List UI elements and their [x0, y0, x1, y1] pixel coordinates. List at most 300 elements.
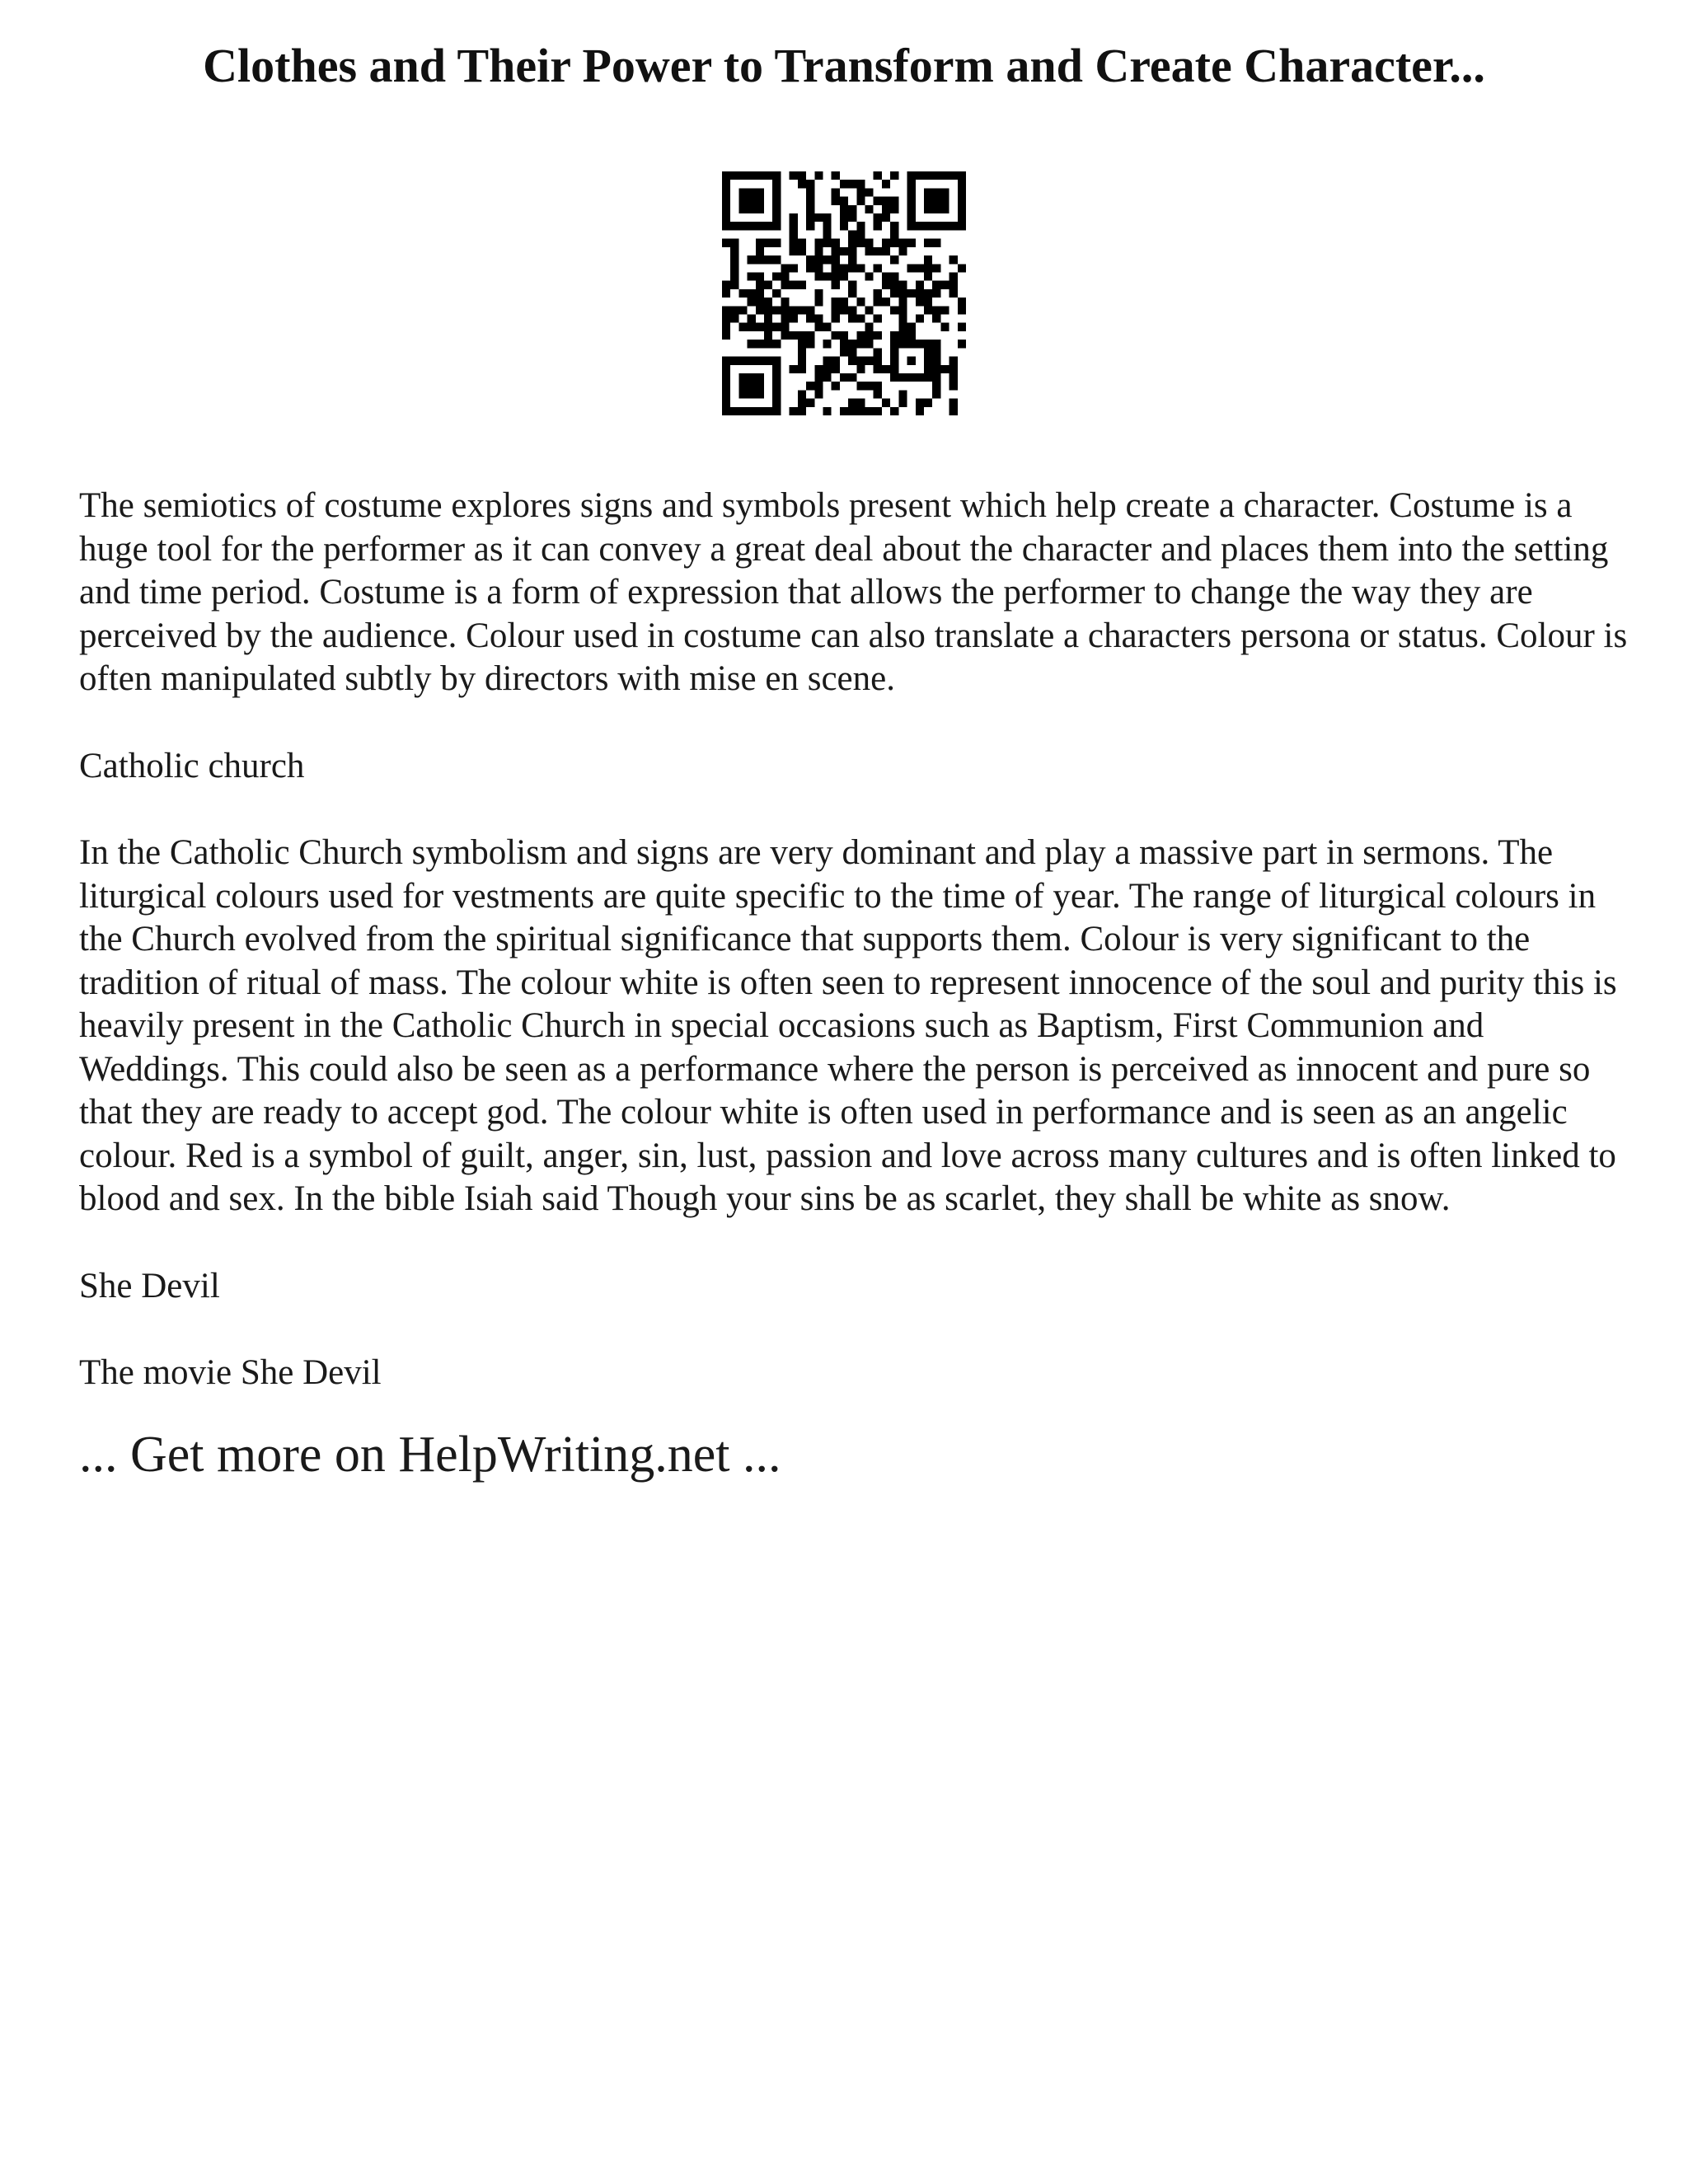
qr-module: [748, 272, 756, 280]
paragraph-spacer: [79, 788, 1629, 832]
qr-module: [738, 188, 747, 196]
qr-module: [738, 390, 747, 398]
qr-module: [940, 222, 949, 230]
qr-module: [722, 365, 730, 373]
qr-module: [890, 197, 898, 205]
qr-module: [798, 365, 806, 373]
qr-module: [924, 365, 932, 373]
qr-module: [856, 315, 865, 323]
qr-module: [907, 264, 916, 272]
paragraph-spacer: [79, 1221, 1629, 1265]
qr-module: [781, 298, 789, 306]
qr-module: [840, 205, 848, 213]
qr-module: [907, 323, 916, 331]
qr-module: [865, 205, 874, 213]
qr-module: [924, 289, 932, 298]
qr-module: [950, 399, 958, 407]
qr-module: [865, 247, 874, 255]
qr-module: [874, 222, 882, 230]
qr-module: [840, 340, 848, 348]
qr-module: [874, 289, 882, 298]
qr-module: [848, 348, 856, 356]
qr-module: [772, 213, 781, 222]
qr-module: [823, 222, 831, 230]
qr-module: [882, 399, 890, 407]
qr-module: [756, 281, 764, 289]
qr-module: [772, 340, 781, 348]
qr-module: [772, 399, 781, 407]
qr-module: [798, 390, 806, 398]
qr-module: [924, 298, 932, 306]
qr-module: [764, 222, 772, 230]
qr-module: [748, 171, 756, 180]
qr-module: [840, 272, 848, 280]
qr-module: [865, 407, 874, 415]
qr-module: [722, 357, 730, 365]
qr-module: [932, 289, 940, 298]
qr-module: [814, 171, 823, 180]
qr-module: [848, 247, 856, 255]
qr-module: [806, 331, 814, 340]
qr-module: [874, 171, 882, 180]
qr-module: [856, 357, 865, 365]
qr-module: [840, 306, 848, 314]
qr-module: [806, 315, 814, 323]
qr-module: [890, 340, 898, 348]
qr-module: [890, 289, 898, 298]
qr-module: [832, 272, 840, 280]
qr-module: [932, 357, 940, 365]
qr-module: [898, 340, 907, 348]
qr-module: [814, 365, 823, 373]
qr-module: [848, 180, 856, 188]
qr-module: [748, 205, 756, 213]
qr-module: [950, 365, 958, 373]
qr-module: [890, 331, 898, 340]
qr-module: [814, 382, 823, 390]
qr-module: [814, 390, 823, 398]
qr-module: [806, 180, 814, 188]
qr-module: [916, 289, 924, 298]
qr-module: [806, 255, 814, 264]
qr-module: [814, 289, 823, 298]
qr-module: [730, 407, 738, 415]
qr-module: [907, 331, 916, 340]
qr-module: [738, 407, 747, 415]
qr-module: [722, 323, 730, 331]
qr-module: [932, 205, 940, 213]
qr-module: [848, 306, 856, 314]
qr-module: [916, 171, 924, 180]
qr-module: [890, 407, 898, 415]
qr-module: [772, 222, 781, 230]
qr-module: [848, 239, 856, 247]
qr-module: [907, 205, 916, 213]
paragraph-spacer: [79, 701, 1629, 745]
qr-module: [932, 264, 940, 272]
qr-module: [940, 365, 949, 373]
qr-module: [730, 281, 738, 289]
qr-module: [823, 230, 831, 238]
qr-module: [950, 222, 958, 230]
qr-module: [882, 247, 890, 255]
qr-module: [890, 239, 898, 247]
qr-module: [832, 188, 840, 196]
qr-module: [832, 255, 840, 264]
qr-module: [950, 289, 958, 298]
qr-module: [814, 298, 823, 306]
qr-module: [950, 281, 958, 289]
qr-module: [890, 281, 898, 289]
qr-module: [856, 180, 865, 188]
qr-module: [730, 171, 738, 180]
qr-module: [856, 382, 865, 390]
qr-module: [772, 180, 781, 188]
qr-module: [772, 171, 781, 180]
qr-module: [940, 205, 949, 213]
qr-module: [932, 188, 940, 196]
qr-module: [898, 331, 907, 340]
qr-module: [840, 407, 848, 415]
qr-module: [848, 407, 856, 415]
qr-module: [772, 197, 781, 205]
qr-module: [958, 298, 966, 306]
qr-module: [764, 298, 772, 306]
qr-module: [890, 230, 898, 238]
qr-module: [790, 365, 798, 373]
qr-module: [756, 272, 764, 280]
section-heading-she-devil: She Devil: [79, 1266, 220, 1305]
qr-module: [722, 390, 730, 398]
qr-module: [940, 281, 949, 289]
qr-module: [882, 281, 890, 289]
qr-module: [856, 230, 865, 238]
qr-module: [738, 382, 747, 390]
qr-module: [756, 255, 764, 264]
qr-module: [748, 255, 756, 264]
qr-module: [722, 239, 730, 247]
qr-module: [848, 289, 856, 298]
qr-module: [764, 171, 772, 180]
qr-module: [916, 399, 924, 407]
qr-module: [932, 222, 940, 230]
qr-module: [730, 306, 738, 314]
qr-module: [748, 390, 756, 398]
qr-module: [840, 213, 848, 222]
qr-module: [722, 373, 730, 382]
qr-module: [722, 382, 730, 390]
qr-module: [772, 289, 781, 298]
qr-module: [738, 323, 747, 331]
qr-module: [756, 407, 764, 415]
qr-module: [772, 373, 781, 382]
qr-module: [806, 197, 814, 205]
qr-module: [890, 255, 898, 264]
qr-module: [823, 239, 831, 247]
qr-module: [806, 264, 814, 272]
qr-module: [856, 399, 865, 407]
qr-module: [832, 197, 840, 205]
qr-module: [764, 323, 772, 331]
qr-module: [924, 340, 932, 348]
qr-module: [924, 399, 932, 407]
qr-module: [730, 247, 738, 255]
qr-module: [856, 407, 865, 415]
qr-module: [856, 298, 865, 306]
qr-module: [916, 264, 924, 272]
qr-module: [722, 407, 730, 415]
qr-module: [890, 171, 898, 180]
qr-module: [932, 373, 940, 382]
qr-module: [738, 222, 747, 230]
qr-module: [865, 306, 874, 314]
qr-module: [832, 382, 840, 390]
qr-module: [730, 255, 738, 264]
qr-module: [764, 331, 772, 340]
catholic-church-paragraph: In the Catholic Church symbolism and signs are very dominant and play a massive part in sermons. The liturgical colours used for vestments are quite specific to the time of year. The range of liturgical colours in the Church evolved from the spiritual significance that supports them. Colour is very significant to the tradition of ritual of mass. The colour white is often seen to represent innocence of the soul and purity this is heavily present in the Catholic Church in special occasions such as Baptism, First Communion and Weddings. This could also be seen as a performance where the person is perceived as innocent and pure so that they are ready to accept god. The colour white is often used in performance and is seen as an angelic colour. Red is a symbol of guilt, anger, sin, lust, passion and love across many cultures and is often linked to blood and sex. In the bible Isiah said Though your sins be as scarlet, they shall be white as snow.: [79, 833, 1617, 1218]
qr-module: [848, 399, 856, 407]
qr-module: [856, 340, 865, 348]
document-title: Clothes and Their Power to Transform and Create Character...: [203, 39, 1485, 92]
qr-module: [898, 390, 907, 398]
qr-module: [940, 306, 949, 314]
qr-module: [722, 331, 730, 340]
qr-module: [916, 298, 924, 306]
qr-module: [748, 188, 756, 196]
qr-module: [848, 340, 856, 348]
qr-module: [840, 222, 848, 230]
qr-module: [738, 357, 747, 365]
qr-module: [814, 239, 823, 247]
qr-module: [772, 365, 781, 373]
qr-module: [722, 315, 730, 323]
qr-module: [874, 390, 882, 398]
qr-module: [874, 197, 882, 205]
qr-module: [907, 373, 916, 382]
qr-module: [865, 323, 874, 331]
qr-module: [832, 171, 840, 180]
qr-module: [848, 205, 856, 213]
qr-module: [798, 180, 806, 188]
qr-module: [898, 373, 907, 382]
qr-module: [764, 281, 772, 289]
qr-module: [874, 331, 882, 340]
qr-module: [856, 264, 865, 272]
qr-module: [874, 365, 882, 373]
qr-module: [932, 390, 940, 398]
qr-module: [814, 213, 823, 222]
paragraph-spacer: [79, 1395, 1629, 1423]
qr-module: [798, 331, 806, 340]
qr-module: [722, 281, 730, 289]
qr-module: [932, 348, 940, 356]
qr-module: [748, 289, 756, 298]
qr-module: [756, 306, 764, 314]
qr-module: [806, 213, 814, 222]
qr-module: [772, 407, 781, 415]
qr-module: [874, 348, 882, 356]
qr-module: [814, 315, 823, 323]
qr-module: [848, 373, 856, 382]
qr-module: [823, 272, 831, 280]
qr-module: [756, 247, 764, 255]
qr-module: [865, 272, 874, 280]
qr-module: [730, 239, 738, 247]
qr-module: [772, 382, 781, 390]
qr-module: [772, 357, 781, 365]
qr-module: [916, 315, 924, 323]
qr-module: [814, 264, 823, 272]
qr-module: [764, 306, 772, 314]
qr-module: [772, 323, 781, 331]
qr-module: [940, 323, 949, 331]
qr-module: [722, 205, 730, 213]
qr-module: [722, 188, 730, 196]
qr-module: [756, 289, 764, 298]
qr-module: [865, 239, 874, 247]
qr-module: [772, 205, 781, 213]
qr-module: [898, 298, 907, 306]
qr-module: [932, 382, 940, 390]
qr-module: [916, 222, 924, 230]
qr-module: [907, 188, 916, 196]
qr-module: [958, 171, 966, 180]
qr-module: [806, 222, 814, 230]
qr-module: [932, 365, 940, 373]
qr-module: [907, 239, 916, 247]
qr-module: [882, 197, 890, 205]
qr-module: [898, 247, 907, 255]
qr-module: [832, 365, 840, 373]
qr-code-graphic: [722, 171, 966, 415]
qr-code-icon[interactable]: [722, 171, 966, 415]
qr-module: [748, 298, 756, 306]
qr-module: [823, 213, 831, 222]
qr-module: [756, 340, 764, 348]
qr-module: [916, 340, 924, 348]
qr-module: [756, 239, 764, 247]
qr-module: [790, 306, 798, 314]
qr-module: [748, 323, 756, 331]
qr-module: [916, 407, 924, 415]
qr-module: [764, 340, 772, 348]
qr-module: [898, 399, 907, 407]
qr-module: [798, 239, 806, 247]
qr-module: [806, 188, 814, 196]
paragraph-spacer: [79, 1308, 1629, 1352]
qr-module: [932, 197, 940, 205]
qr-module: [882, 205, 890, 213]
qr-module: [865, 188, 874, 196]
qr-module: [730, 315, 738, 323]
qr-module: [781, 323, 789, 331]
qr-module: [924, 222, 932, 230]
qr-module: [856, 222, 865, 230]
qr-module: [832, 264, 840, 272]
qr-module: [848, 213, 856, 222]
qr-module: [958, 205, 966, 213]
section-heading-catholic-church: Catholic church: [79, 746, 305, 785]
qr-module: [756, 197, 764, 205]
qr-module: [907, 171, 916, 180]
qr-module: [823, 373, 831, 382]
qr-module: [874, 298, 882, 306]
qr-module: [790, 264, 798, 272]
qr-module: [764, 255, 772, 264]
qr-module: [772, 188, 781, 196]
qr-module: [748, 373, 756, 382]
qr-module: [722, 289, 730, 298]
qr-module: [722, 197, 730, 205]
qr-module: [950, 357, 958, 365]
qr-module: [932, 239, 940, 247]
qr-module: [958, 188, 966, 196]
qr-module: [814, 272, 823, 280]
qr-module: [798, 340, 806, 348]
qr-module: [798, 357, 806, 365]
qr-module: [814, 373, 823, 382]
qr-module: [890, 365, 898, 373]
qr-module: [738, 306, 747, 314]
qr-module: [764, 239, 772, 247]
qr-module: [932, 306, 940, 314]
qr-module: [924, 171, 932, 180]
qr-module: [832, 315, 840, 323]
qr-module: [840, 264, 848, 272]
qr-module: [722, 306, 730, 314]
qr-module: [748, 315, 756, 323]
qr-module: [840, 331, 848, 340]
qr-module: [823, 407, 831, 415]
qr-module: [924, 357, 932, 365]
qr-module: [874, 247, 882, 255]
qr-module: [932, 171, 940, 180]
qr-module: [764, 315, 772, 323]
qr-module: [798, 348, 806, 356]
qr-module: [781, 306, 789, 314]
qr-module: [890, 306, 898, 314]
qr-module: [940, 197, 949, 205]
qr-module: [882, 365, 890, 373]
qr-module: [865, 382, 874, 390]
qr-module: [781, 272, 789, 280]
qr-module: [790, 171, 798, 180]
qr-module: [772, 272, 781, 280]
qr-module: [738, 373, 747, 382]
qr-module: [907, 197, 916, 205]
qr-module: [738, 205, 747, 213]
qr-module: [848, 315, 856, 323]
qr-module: [924, 264, 932, 272]
qr-module: [848, 281, 856, 289]
qr-module: [890, 222, 898, 230]
qr-module: [832, 298, 840, 306]
qr-module: [806, 205, 814, 213]
qr-module: [898, 289, 907, 298]
qr-module: [924, 188, 932, 196]
qr-module: [958, 323, 966, 331]
qr-module: [874, 382, 882, 390]
qr-module: [890, 348, 898, 356]
qr-module: [748, 222, 756, 230]
qr-module: [798, 171, 806, 180]
get-more-link[interactable]: ... Get more on HelpWriting.net ...: [79, 1426, 781, 1483]
qr-module: [832, 306, 840, 314]
qr-module: [772, 239, 781, 247]
qr-module: [748, 357, 756, 365]
qr-module: [882, 272, 890, 280]
qr-module: [924, 255, 932, 264]
